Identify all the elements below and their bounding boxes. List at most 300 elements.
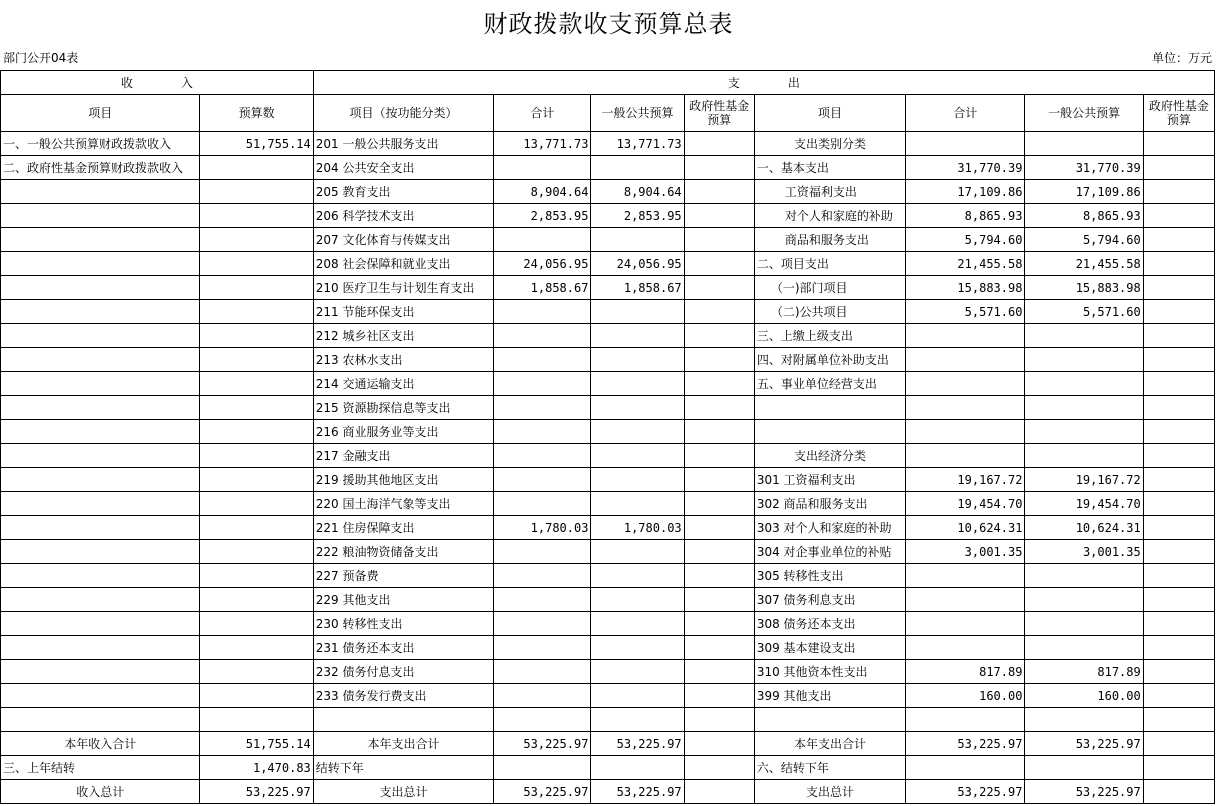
func-total-cell [494, 396, 591, 420]
func-total-cell [494, 540, 591, 564]
exp-total-cell: 3,001.35 [906, 540, 1025, 564]
func-total-cell [494, 564, 591, 588]
exp-total-cell: 817.89 [906, 660, 1025, 684]
func-item-cell [313, 708, 493, 732]
income-amount-cell [200, 636, 313, 660]
func-gov-fund-cell [684, 204, 754, 228]
table-row [1, 588, 1215, 612]
func-gov-fund-cell [684, 420, 754, 444]
exp-general-cell [1025, 420, 1143, 444]
income-item-cell [1, 372, 200, 396]
exp-total-cell [906, 564, 1025, 588]
exp-item-cell: 303 对个人和家庭的补助 [754, 516, 905, 540]
table-row [1, 468, 1215, 492]
exp-general-cell: 3,001.35 [1025, 540, 1143, 564]
exp-total-cell: 19,454.70 [906, 492, 1025, 516]
exp-general-cell [1025, 444, 1143, 468]
exp-gov-fund-cell [1143, 228, 1214, 252]
exp-item-cell: 310 其他资本性支出 [754, 660, 905, 684]
func-total-cell [494, 348, 591, 372]
func-gov-fund-cell [684, 324, 754, 348]
func-general-cell [591, 636, 684, 660]
func-gov-fund-cell [684, 588, 754, 612]
func-gov-fund-cell [684, 468, 754, 492]
func-general-cell: 1,858.67 [591, 276, 684, 300]
income-item-cell [1, 180, 200, 204]
func-gov-fund-cell [684, 660, 754, 684]
func-item-cell: 结转下年 [313, 756, 493, 780]
table-row [1, 660, 1215, 684]
exp-general-cell: 17,109.86 [1025, 180, 1143, 204]
income-item-cell [1, 588, 200, 612]
func-item-cell: 205 教育支出 [313, 180, 493, 204]
exp-general-cell: 53,225.97 [1025, 780, 1143, 804]
income-amount-cell [200, 444, 313, 468]
func-item-cell: 232 债务付息支出 [313, 660, 493, 684]
func-general-cell [591, 396, 684, 420]
exp-item-cell: 本年支出合计 [754, 732, 905, 756]
func-total-cell: 8,904.64 [494, 180, 591, 204]
col-func-gov-fund: 政府性基金预算 [684, 95, 754, 132]
table-row [1, 180, 1215, 204]
func-total-cell: 13,771.73 [494, 132, 591, 156]
func-general-cell: 53,225.97 [591, 780, 684, 804]
exp-gov-fund-cell [1143, 660, 1214, 684]
exp-item-cell: 301 工资福利支出 [754, 468, 905, 492]
income-item-cell [1, 348, 200, 372]
income-item-cell [1, 252, 200, 276]
func-gov-fund-cell [684, 780, 754, 804]
page-title: 财政拨款收支预算总表 [483, 10, 734, 38]
func-item-cell: 216 商业服务业等支出 [313, 420, 493, 444]
exp-item-cell [754, 420, 905, 444]
exp-total-cell [906, 708, 1025, 732]
exp-total-cell [906, 396, 1025, 420]
exp-item-cell: 五、事业单位经营支出 [754, 372, 905, 396]
income-item-cell: 本年收入合计 [1, 732, 200, 756]
exp-gov-fund-cell [1143, 348, 1214, 372]
income-amount-cell [200, 276, 313, 300]
table-row [1, 708, 1215, 732]
income-item-cell: 三、上年结转 [1, 756, 200, 780]
exp-item-cell [754, 396, 905, 420]
income-amount-cell [200, 516, 313, 540]
func-gov-fund-cell [684, 252, 754, 276]
exp-gov-fund-cell [1143, 636, 1214, 660]
exp-gov-fund-cell [1143, 492, 1214, 516]
exp-gov-fund-cell [1143, 732, 1214, 756]
header-column-row [1, 95, 1215, 132]
income-item-cell [1, 492, 200, 516]
income-amount-cell [200, 540, 313, 564]
income-amount-cell [200, 156, 313, 180]
func-general-cell: 13,771.73 [591, 132, 684, 156]
exp-gov-fund-cell [1143, 444, 1214, 468]
table-row [1, 516, 1215, 540]
func-item-cell: 233 债务发行费支出 [313, 684, 493, 708]
table-row [1, 156, 1215, 180]
func-total-cell [494, 228, 591, 252]
func-general-cell [591, 756, 684, 780]
exp-total-cell [906, 444, 1025, 468]
exp-total-cell [906, 348, 1025, 372]
income-item-cell [1, 276, 200, 300]
exp-gov-fund-cell [1143, 612, 1214, 636]
exp-total-cell [906, 324, 1025, 348]
exp-general-cell [1025, 636, 1143, 660]
func-general-cell [591, 660, 684, 684]
income-amount-cell: 51,755.14 [200, 132, 313, 156]
func-gov-fund-cell [684, 612, 754, 636]
income-item-cell [1, 612, 200, 636]
exp-gov-fund-cell [1143, 684, 1214, 708]
exp-gov-fund-cell [1143, 156, 1214, 180]
exp-gov-fund-cell [1143, 396, 1214, 420]
exp-gov-fund-cell [1143, 468, 1214, 492]
func-gov-fund-cell [684, 756, 754, 780]
func-general-cell [591, 444, 684, 468]
func-general-cell [591, 684, 684, 708]
func-gov-fund-cell [684, 156, 754, 180]
exp-gov-fund-cell [1143, 588, 1214, 612]
func-gov-fund-cell [684, 492, 754, 516]
exp-gov-fund-cell [1143, 780, 1214, 804]
income-amount-cell [200, 396, 313, 420]
exp-gov-fund-cell [1143, 276, 1214, 300]
form-code: 部门公开04表 [3, 51, 79, 65]
func-total-cell: 1,858.67 [494, 276, 591, 300]
exp-total-cell [906, 612, 1025, 636]
income-amount-cell [200, 660, 313, 684]
func-total-cell [494, 660, 591, 684]
func-total-cell [494, 756, 591, 780]
income-amount-cell [200, 300, 313, 324]
exp-total-cell: 5,794.60 [906, 228, 1025, 252]
exp-item-cell: 商品和服务支出 [754, 228, 905, 252]
table-row [1, 612, 1215, 636]
func-gov-fund-cell [684, 516, 754, 540]
income-item-cell: 一、一般公共预算财政拨款收入 [1, 132, 200, 156]
exp-total-cell: 53,225.97 [906, 732, 1025, 756]
table-row [1, 252, 1215, 276]
exp-gov-fund-cell [1143, 564, 1214, 588]
exp-total-cell [906, 420, 1025, 444]
income-amount-cell [200, 372, 313, 396]
exp-item-cell: 三、上缴上级支出 [754, 324, 905, 348]
income-item-cell [1, 660, 200, 684]
income-amount-cell [200, 252, 313, 276]
func-item-cell: 230 转移性支出 [313, 612, 493, 636]
expense-header: 支 出 [313, 71, 1214, 95]
func-gov-fund-cell [684, 444, 754, 468]
func-general-cell: 8,904.64 [591, 180, 684, 204]
exp-general-cell: 15,883.98 [1025, 276, 1143, 300]
func-general-cell [591, 420, 684, 444]
func-total-cell [494, 300, 591, 324]
func-general-cell [591, 612, 684, 636]
income-amount-cell [200, 180, 313, 204]
exp-general-cell: 8,865.93 [1025, 204, 1143, 228]
table-row [1, 564, 1215, 588]
table-row [1, 348, 1215, 372]
func-total-cell [494, 444, 591, 468]
exp-item-cell: 307 债务利息支出 [754, 588, 905, 612]
func-item-cell: 210 医疗卫生与计划生育支出 [313, 276, 493, 300]
income-item-cell [1, 420, 200, 444]
func-general-cell [591, 468, 684, 492]
func-gov-fund-cell [684, 180, 754, 204]
func-gov-fund-cell [684, 732, 754, 756]
income-item-cell [1, 516, 200, 540]
func-total-cell: 1,780.03 [494, 516, 591, 540]
exp-total-cell [906, 756, 1025, 780]
func-total-cell: 24,056.95 [494, 252, 591, 276]
func-item-cell: 221 住房保障支出 [313, 516, 493, 540]
exp-item-cell: 支出经济分类 [754, 444, 905, 468]
func-total-cell [494, 708, 591, 732]
exp-gov-fund-cell [1143, 420, 1214, 444]
income-header: 收 入 [1, 71, 314, 95]
table-row [1, 132, 1215, 156]
table-row [1, 684, 1215, 708]
func-item-cell: 211 节能环保支出 [313, 300, 493, 324]
exp-general-cell [1025, 324, 1143, 348]
func-item-cell: 本年支出合计 [313, 732, 493, 756]
exp-item-cell: 支出总计 [754, 780, 905, 804]
income-item-cell [1, 228, 200, 252]
exp-general-cell [1025, 132, 1143, 156]
func-gov-fund-cell [684, 132, 754, 156]
table-row [1, 324, 1215, 348]
income-item-cell [1, 468, 200, 492]
func-gov-fund-cell [684, 396, 754, 420]
exp-general-cell: 21,455.58 [1025, 252, 1143, 276]
income-amount-cell: 53,225.97 [200, 780, 313, 804]
table-row [1, 372, 1215, 396]
income-amount-cell [200, 204, 313, 228]
table-row [1, 444, 1215, 468]
col-income-item: 项目 [1, 95, 200, 132]
income-amount-cell [200, 468, 313, 492]
func-item-cell: 215 资源勘探信息等支出 [313, 396, 493, 420]
income-item-cell [1, 444, 200, 468]
func-item-cell: 支出总计 [313, 780, 493, 804]
func-item-cell: 204 公共安全支出 [313, 156, 493, 180]
exp-general-cell [1025, 612, 1143, 636]
income-amount-cell [200, 588, 313, 612]
income-item-cell [1, 684, 200, 708]
exp-general-cell: 31,770.39 [1025, 156, 1143, 180]
exp-general-cell: 19,454.70 [1025, 492, 1143, 516]
exp-item-cell: （二)公共项目 [754, 300, 905, 324]
income-item-cell [1, 204, 200, 228]
exp-total-cell: 15,883.98 [906, 276, 1025, 300]
table-row [1, 540, 1215, 564]
income-item-cell [1, 540, 200, 564]
col-func-general: 一般公共预算 [591, 95, 684, 132]
func-gov-fund-cell [684, 540, 754, 564]
func-general-cell: 1,780.03 [591, 516, 684, 540]
func-general-cell [591, 228, 684, 252]
func-item-cell: 212 城乡社区支出 [313, 324, 493, 348]
table-row [1, 756, 1215, 780]
income-item-cell [1, 708, 200, 732]
table-row [1, 420, 1215, 444]
exp-general-cell: 817.89 [1025, 660, 1143, 684]
table-row [1, 492, 1215, 516]
table-row [1, 780, 1215, 804]
exp-gov-fund-cell [1143, 324, 1214, 348]
exp-gov-fund-cell [1143, 132, 1214, 156]
func-general-cell: 2,853.95 [591, 204, 684, 228]
func-gov-fund-cell [684, 636, 754, 660]
func-item-cell: 214 交通运输支出 [313, 372, 493, 396]
income-item-cell [1, 300, 200, 324]
func-total-cell [494, 324, 591, 348]
income-item-cell [1, 324, 200, 348]
exp-total-cell: 5,571.60 [906, 300, 1025, 324]
exp-gov-fund-cell [1143, 300, 1214, 324]
func-item-cell: 219 援助其他地区支出 [313, 468, 493, 492]
exp-total-cell [906, 588, 1025, 612]
table-row [1, 636, 1215, 660]
exp-item-cell: 308 债务还本支出 [754, 612, 905, 636]
exp-general-cell [1025, 396, 1143, 420]
exp-general-cell [1025, 564, 1143, 588]
col-func-item: 项目（按功能分类） [313, 95, 493, 132]
func-total-cell [494, 372, 591, 396]
exp-total-cell: 53,225.97 [906, 780, 1025, 804]
income-amount-cell [200, 420, 313, 444]
income-item-cell [1, 636, 200, 660]
income-item-cell [1, 396, 200, 420]
exp-item-cell: 四、对附属单位补助支出 [754, 348, 905, 372]
exp-general-cell [1025, 348, 1143, 372]
col-exp-gov-fund: 政府性基金预算 [1143, 95, 1214, 132]
func-general-cell [591, 588, 684, 612]
func-item-cell: 213 农林水支出 [313, 348, 493, 372]
exp-item-cell: 304 对企事业单位的补贴 [754, 540, 905, 564]
col-exp-total: 合计 [906, 95, 1025, 132]
col-exp-general: 一般公共预算 [1025, 95, 1143, 132]
func-general-cell [591, 324, 684, 348]
income-amount-cell [200, 348, 313, 372]
func-total-cell [494, 684, 591, 708]
exp-item-cell: 六、结转下年 [754, 756, 905, 780]
income-amount-cell [200, 492, 313, 516]
income-amount-cell: 1,470.83 [200, 756, 313, 780]
func-general-cell [591, 564, 684, 588]
func-total-cell [494, 636, 591, 660]
table-row [1, 732, 1215, 756]
exp-total-cell [906, 636, 1025, 660]
func-total-cell [494, 420, 591, 444]
exp-item-cell: 399 其他支出 [754, 684, 905, 708]
exp-item-cell: 二、项目支出 [754, 252, 905, 276]
exp-item-cell: 支出类别分类 [754, 132, 905, 156]
exp-item-cell: （一)部门项目 [754, 276, 905, 300]
income-item-cell: 二、政府性基金预算财政拨款收入 [1, 156, 200, 180]
income-item-cell [1, 564, 200, 588]
exp-item-cell: 305 转移性支出 [754, 564, 905, 588]
exp-gov-fund-cell [1143, 756, 1214, 780]
exp-general-cell: 53,225.97 [1025, 732, 1143, 756]
exp-general-cell [1025, 708, 1143, 732]
exp-gov-fund-cell [1143, 372, 1214, 396]
exp-total-cell: 10,624.31 [906, 516, 1025, 540]
func-total-cell: 53,225.97 [494, 732, 591, 756]
exp-item-cell: 302 商品和服务支出 [754, 492, 905, 516]
exp-gov-fund-cell [1143, 540, 1214, 564]
exp-general-cell [1025, 372, 1143, 396]
exp-total-cell [906, 372, 1025, 396]
exp-total-cell: 19,167.72 [906, 468, 1025, 492]
income-amount-cell [200, 228, 313, 252]
col-exp-item: 项目 [754, 95, 905, 132]
table-row [1, 396, 1215, 420]
exp-gov-fund-cell [1143, 708, 1214, 732]
table-row [1, 300, 1215, 324]
func-gov-fund-cell [684, 276, 754, 300]
func-general-cell [591, 492, 684, 516]
func-item-cell: 201 一般公共服务支出 [313, 132, 493, 156]
unit-label: 单位：万元 [1151, 51, 1212, 65]
exp-general-cell: 10,624.31 [1025, 516, 1143, 540]
func-general-cell [591, 156, 684, 180]
func-item-cell: 231 债务还本支出 [313, 636, 493, 660]
income-amount-cell [200, 612, 313, 636]
func-item-cell: 229 其他支出 [313, 588, 493, 612]
header-group-row [1, 71, 1215, 95]
func-item-cell: 217 金融支出 [313, 444, 493, 468]
func-item-cell: 208 社会保障和就业支出 [313, 252, 493, 276]
exp-general-cell [1025, 588, 1143, 612]
func-general-cell [591, 708, 684, 732]
func-item-cell: 207 文化体育与传媒支出 [313, 228, 493, 252]
func-gov-fund-cell [684, 228, 754, 252]
func-total-cell: 53,225.97 [494, 780, 591, 804]
income-amount-cell [200, 684, 313, 708]
exp-gov-fund-cell [1143, 252, 1214, 276]
income-amount-cell [200, 708, 313, 732]
exp-gov-fund-cell [1143, 204, 1214, 228]
func-item-cell: 220 国土海洋气象等支出 [313, 492, 493, 516]
col-income-budget: 预算数 [200, 95, 313, 132]
col-func-total: 合计 [494, 95, 591, 132]
func-general-cell [591, 348, 684, 372]
income-amount-cell [200, 324, 313, 348]
func-gov-fund-cell [684, 348, 754, 372]
table-row [1, 228, 1215, 252]
func-general-cell [591, 372, 684, 396]
exp-item-cell [754, 708, 905, 732]
func-total-cell: 2,853.95 [494, 204, 591, 228]
func-item-cell: 206 科学技术支出 [313, 204, 493, 228]
func-gov-fund-cell [684, 300, 754, 324]
exp-total-cell: 21,455.58 [906, 252, 1025, 276]
exp-item-cell: 309 基本建设支出 [754, 636, 905, 660]
exp-general-cell: 5,571.60 [1025, 300, 1143, 324]
exp-general-cell [1025, 756, 1143, 780]
func-total-cell [494, 492, 591, 516]
income-amount-cell [200, 564, 313, 588]
table-row [1, 204, 1215, 228]
exp-gov-fund-cell [1143, 516, 1214, 540]
func-general-cell: 24,056.95 [591, 252, 684, 276]
func-total-cell [494, 588, 591, 612]
func-total-cell [494, 612, 591, 636]
exp-total-cell: 31,770.39 [906, 156, 1025, 180]
